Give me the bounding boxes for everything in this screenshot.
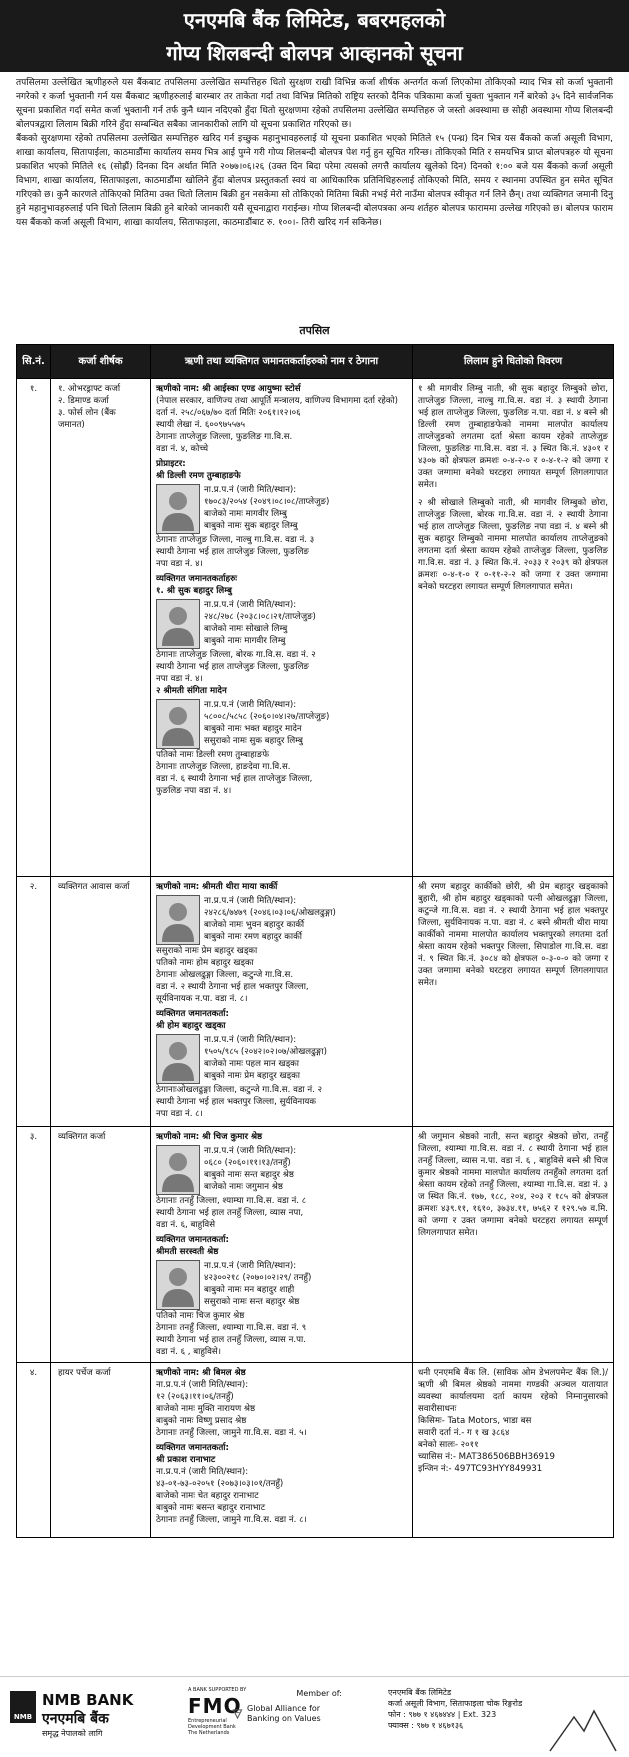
person-line: बाबुको नामः भक्त बहादुर मादेन (204, 724, 302, 734)
guarantor-name: श्रीमती सरस्वती श्रेष्ठ (156, 1247, 219, 1257)
guarantor-block (156, 699, 407, 749)
nmb-brand (10, 1691, 133, 1739)
row-borrower-details (151, 1363, 413, 1538)
person-line: ठेगानाः तनहुँ जिल्ला, जामुने गा.वि.स. वडा नं. ५। (156, 1428, 307, 1438)
security-line: च्यासिस नं:- MAT386506BBH36919 (418, 1452, 555, 1462)
person-line: ०६८० (२०६०।११।१३/तनहुँ) (204, 1158, 291, 1168)
person-line: स्थायी ठेगाना भई हाल तनहुँ जिल्ला, व्यास न.पा. (156, 1335, 306, 1345)
person-line: स्थायी ठेगाना भई हाल ताप्लेजुङ जिल्ला, फुङलिङ (156, 662, 309, 672)
schedule-heading: तपसिल (299, 324, 330, 337)
person-line: १२ (२०६३।११।०६/तनहुँ) (156, 1392, 234, 1402)
borrower-line: ठेगानाः ताप्लेजुङ जिल्ला, फुङलिङ गा.वि.स. (156, 432, 293, 442)
row-security-details (413, 379, 614, 877)
col-header-security: लिलाम हुने धितोको विवरण (413, 345, 614, 379)
person-line: बाजेको नामः चेत बहादुर रानाभाट (156, 1491, 259, 1501)
table-row (17, 379, 614, 877)
person-line: ना.प्र.प.नं (जारी मिति/स्थान): (204, 1035, 297, 1045)
person-line: बाबुको नामः सुक बहादुर लिम्बु (204, 521, 298, 531)
person-line: नपा वडा नं. ८। (156, 1109, 203, 1119)
row-security-details (413, 1127, 614, 1363)
guarantor-block (156, 1034, 407, 1084)
person-line: पतिको नामः चिज कुमार श्रेष्ठ (156, 1311, 245, 1321)
col-header-sn: सि.नं. (17, 345, 51, 379)
person-line: बाबुको नामः मागवीर लिम्बु (204, 636, 286, 646)
person-line: २४२८६/७४७९ (२०४६।०३।०६/ओखलढुङ्गा) (204, 908, 336, 918)
person-line: ४३-०१-७३-०२०५१ (२०७३।०३।०१/तनहुँ) (156, 1479, 284, 1489)
guarantor-name: २ श्रीमती संगिता मादेन (156, 686, 227, 696)
person-line: वडा नं. ६, बाहुविसे (156, 1220, 216, 1230)
proprietor-block (156, 484, 407, 534)
person-line: ठेगानाः तनहुँ जिल्ला, जामुने गा.वि.स. वडा नं. ८। (156, 1515, 307, 1525)
person-line: ना.प्र.प.नं (जारी मिति/स्थान): (204, 600, 297, 610)
table-header-row (17, 345, 614, 379)
person-line: स्थायी ठेगाना भई हाल भक्तपुर जिल्ला, सुर्यविनायक (156, 1097, 316, 1107)
guarantors-label: व्यक्तिगत जमानतकर्ता: (156, 1009, 229, 1019)
row-security-details (413, 1363, 614, 1538)
person-line: ना.प्र.प.नं (जारी मिति/स्थान): (204, 485, 297, 495)
person-photo-icon (156, 1145, 200, 1195)
loan-type: हायर पर्चेज कर्जा (58, 1368, 111, 1378)
notice-title-line1: एनएमबि बैंक लिमिटेड, बबरमहलको (183, 8, 446, 32)
person-line: नपा वडा नं. ४। (156, 559, 203, 569)
nmb-name-np: एनएमबि बैंक (42, 1711, 109, 1727)
row-loan-types (51, 1363, 151, 1538)
person-photo-icon (156, 599, 200, 649)
person-line: ना.प्र.प.नं (जारी मिति/स्थान): (204, 896, 297, 906)
borrower-name: ऋणीको नाम: श्री आईस्का एण्ड आयुष्मा स्टोर्स (156, 384, 301, 394)
fmo-logo: FMO (188, 1694, 242, 1718)
borrower-line: वडा नं. ४, कोच्चे (156, 444, 209, 454)
col-header-loan-type: कर्जा शीर्षक (51, 345, 151, 379)
row-loan-types (51, 379, 151, 877)
person-line: वडा नं. २ स्थायी ठेगाना भई हाल भक्तपुर जिल्ला, (156, 982, 309, 992)
gabv-membership (232, 1689, 350, 1724)
person-line: ना.प्र.प.नं (जारी मिति/स्थान): (204, 700, 297, 710)
person-line: ठेगानाः ताप्लेजुङ जिल्ला, नाल्बु गा.वि.स. वडा नं. ३ (156, 535, 315, 545)
contact-line: फोन : ९७७ १ ४६७४४४ | Ext. 323 (388, 1710, 497, 1719)
fmo-country: The Netherlands (188, 1730, 230, 1736)
fmo-supported-label: A BANK SUPPORTED BY (188, 1687, 247, 1693)
gabv-logo-icon (232, 1706, 243, 1722)
person-line: वडा नं. ६ , बाहुविसे। (156, 1347, 221, 1357)
person-line: स्थायी ठेगाना भई हाल ताप्लेजुङ जिल्ला, फुङलिङ (156, 547, 309, 557)
contact-line: फ्याक्स : ९७७ १ ४६७१३६ (388, 1721, 464, 1730)
borrower-block (156, 1145, 407, 1195)
person-line: सूर्यविनायक न.पा. वडा नं. ८। (156, 994, 248, 1004)
person-line: ठेगानाः ताप्लेजुङ जिल्ला, बोरक गा.वि.स. वडा नं. २ (156, 650, 316, 660)
notice-title-line2: गोप्य शिलबन्दी बोलपत्र आव्हानको सूचना (166, 41, 463, 65)
person-line: बाजेको नामः सोखाले लिम्बु (204, 624, 288, 634)
security-line: बनेको सालः- २०११ (418, 1440, 479, 1450)
contact-block (388, 1687, 563, 1731)
notice-header (0, 0, 629, 72)
borrower-line: दर्ता नं. २५८/०६७/७० दर्ता मितिः २०६१।१२।०६ (156, 408, 301, 418)
person-photo-icon (156, 1034, 200, 1084)
person-line: ठेगानाः ताप्लेजुङ जिल्ला, हाङदेवा गा.वि.स. (156, 762, 291, 772)
guarantor-name: श्री प्रकाश रानाभाट (156, 1455, 216, 1465)
person-line: ना.प्र.प.नं (जारी मिति/स्थान): (156, 1380, 249, 1390)
contact-line: एनएमबि बैंक लिमिटेड (388, 1688, 452, 1697)
person-line: बाजेको नामः मुक्ति नारायण श्रेष्ठ (156, 1404, 256, 1414)
person-line: बाबुको नामः मन बहादुर शाही (204, 1285, 295, 1295)
row-loan-types (51, 1127, 151, 1363)
person-line: ठेगानाः ओखलढुङ्गा जिल्ला, कटुन्जे गा.वि.स. (156, 970, 294, 980)
guarantor-block (156, 1260, 407, 1310)
person-line: बाबुको नामः विष्णु प्रसाद श्रेष्ठ (156, 1416, 247, 1426)
nmb-tagline: समृद्ध नेपालको लागि (42, 1729, 103, 1738)
borrower-line: (नेपाल सरकार, वाणिज्य तथा आपूर्ति मन्त्रालय, वाणिज्य विभागमा दर्ता रहेको) (156, 396, 398, 406)
person-line: ठेगानाः तनहुँ जिल्ला, श्याम्घा गा.वि.स. वडा नं. ८ (156, 1196, 307, 1206)
person-line: बाबुको नामः बसन्त बहादुर रानाभाट (156, 1503, 266, 1513)
person-line: वडा नं. ६ स्थायी ठेगाना भई हाल ताप्लेजुङ जिल्ला, (156, 774, 313, 784)
intro-paragraph-2: बैंकको सुरक्षणमा रहेको तपसिलमा उल्लेखित सम्पत्तिहरु खरिद गर्न इच्छुक महानुभावहरुलाई यो सूचना प्रकाशित भएको मितिले १५ (पन्ध्र) दिन भित्र यस बैंकको कर्जा असूली विभाग, शाखा कार्यालय, सितापाईला, काठमाडौंमा कार्यालय समय भित्र आई पुग्ने गरी गोप्य शिलबन्दी बोलपत्र पेश गर्नु हुन सूचित गरिन्छ। तोकिएको मिति र समयभित्र प्राप्त बोलपत्रहरु यो सूचना प्रकाशित भएको मितिले १६ (सोह्रौं) दिनका दिन अर्थात मिति २०७७।०६।२६ (उक्त दिन बिदा परेमा त्यसको लगत्तै कार्यालय खुलेको दिन) दिनको १:०० बजे यस बैंकको कर्जा असूली विभाग, शाखा कार्यालय, सिताफाइला, काठमाडौंमा खोलिने हुँदा बोलपत्र प्रस्तुतकर्ता स्वयं वा आधिकारिक प्रतिनिधिहरुलाई तोकिएको मिति, समय र स्थानमा उपस्थित हुन समेत सूचित गरिएको छ। कुनै कारणले तोकिएको मितिमा उक्त धितो लिलाम बिक्री हुन नसकेमा सो तोकिएको मितिमा बिक्री नभई मेरो नाउँमा बोलपत्र स्वीकृत गर्न लिने छैन्। तथा व्यक्तिगत जमानी दिनु हुने महानुभावहरुलाई पनि धितो लिलाम बिक्री हुने बारेको जानकारी यसै सूचनाद्वारा गराईन्छ। गोप्य शिलबन्दी बोलपत्रका अन्य शर्तहरु बोलपत्र फाराममा उल्लेख गरिएको छ। बोलपत्र फाराम यस बैंकको कर्जा असूली विभाग, शाखा कार्यालय, सिताफाइला, काठमाडौंबाट रु. १००।- तिरी खरिद गर्न सकिनेछ। (16, 134, 613, 228)
fmo-subtitle: Entrepreneurial Development Bank (188, 1718, 236, 1730)
table-row (17, 1127, 614, 1363)
proprietor-label: प्रोप्राइटर: (156, 459, 186, 469)
person-line: ना.प्र.प.नं (जारी मिति/स्थान): (156, 1467, 249, 1477)
row-sn: ३. (17, 1127, 51, 1363)
person-photo-icon (156, 895, 200, 945)
person-line: ना.प्र.प.नं (जारी मिति/स्थान): (204, 1146, 297, 1156)
person-line: बाजेको नामः जगुमान श्रेष्ठ (204, 1182, 283, 1192)
row-sn: १. (17, 379, 51, 877)
table-row (17, 877, 614, 1127)
guarantor-name: १. श्री सुक बहादुर लिम्बु (156, 586, 232, 596)
person-line: ठेगानाः तनहुँ जिल्ला, श्याम्घा गा.वि.स. वडा नं. ९ (156, 1323, 307, 1333)
person-photo-icon (156, 699, 200, 749)
person-line: स्थायी ठेगाना भई हाल तनहुँ जिल्ला, व्यास नपा, (156, 1208, 304, 1218)
person-line: ना.प्र.प.नं (जारी मिति/स्थान): (204, 1261, 297, 1271)
guarantors-label: व्यक्तिगत जमानतकर्ताहरुः (156, 574, 237, 584)
person-line: नपा वडा नं. ४। (156, 674, 203, 684)
person-line: बाजेको नामः भुवन बहादुर कार्की (204, 920, 305, 930)
loan-type: २. डिमाण्ड कर्जा (58, 396, 109, 406)
loan-type: १. ओभरड्राफ्ट कर्जा (58, 384, 121, 394)
security-paragraph: १ श्री मागवीर लिम्बु नाती, श्री सुक बहादुर लिम्बुको छोरा, ताप्लेजुङ जिल्ला, नाल्बु गा.वि.स. वडा नं. ३ स्थायी ठेगाना भई हाल ताप्लेजुङ जिल्ला, फुङलिङ न.पा. वडा नं. ४ बस्ने श्री डिल्ली रमण तुम्बाहाङफेको नाममा मालपोत कार्यालय ताप्लेजुङको लगतमा दर्ता श्रेस्ता कायम रहेको ताप्लेजुङ जिल्ला, फुङलिङ गा.वि.स. वडा नं. ३ स्थित कि.नं. ४३०१ र ४३०७ को क्षेत्रफल क्रमशः ०-४-२-० र ०-४-१-२ को जग्गा र उक्त जग्गामा बनेको घरटहरा लगायत सम्पूर्ण लिगलगापात समेत। (418, 384, 608, 490)
person-line: ५८००८/५८५८ (२०६०।०४।२७/ताप्लेजुङ) (204, 712, 330, 722)
person-line: बाबुको नामः सन्त बहादुर श्रेष्ठ (204, 1170, 294, 1180)
person-photo-icon (156, 1260, 200, 1310)
guarantors-label: व्यक्तिगत जमानतकर्ता: (156, 1235, 229, 1245)
person-line: पतिको नामः डिल्ली रमण तुम्बाहाङफे (156, 750, 269, 760)
mountain-logo-icon (548, 1707, 618, 1752)
proprietor-name: श्री डिल्ली रमण तुम्बाहाङफे (156, 471, 241, 481)
table-row (17, 1363, 614, 1538)
intro-paragraph-1: तपसिलमा उल्लेखित ऋणीहरुले यस बैंकबाट तपसिलमा उल्लेखित सम्पत्तिहरु धितो सुरक्षण राखी विभिन्न कर्जा शीर्षक अन्तर्गत कर्जा लिएकोमा तोकिएको म्याद भित्र सो कर्जा भुक्तानी नगरेको र कर्जा भुक्तानी गर्न यस बैंकबाट ऋणीहरुलाई बारम्बार तर ताकेता गर्दा तथा विभिन्न मितिको राष्ट्रिय स्तरको दैनिक पत्रिकामा कर्जा चुक्ता भुक्तान गर्ने बारेको ३५ दिने सार्वजनिक सूचना प्रकाशित गर्दा समेत कर्जा भुक्तानी गर्न तर्फ कुनै ध्यान नदिएको हुँदा धितो सुरक्षणमा रहेको तपसिलमा उल्लेखित सम्पत्तिहरु जे जस्तो अवस्थामा छ सोही अवस्थामा गोप्य शिलबन्दी बोलपत्रद्वारा लिलाम बिक्री गरिने हुँदा सम्बन्धित सबैका जानकारीको लागि यो सूचना प्रकाशित गरिएको छ। (16, 78, 613, 130)
guarantor-block (156, 599, 407, 649)
member-of-label: Member of: (296, 1689, 342, 1698)
gabv-name: Global Alliance for Banking on Values (247, 1704, 321, 1723)
borrower-line: स्थायी लेखा नं. ६००९७५५७५ (156, 420, 246, 430)
loan-type: व्यक्तिगत आवास कर्जा (58, 882, 130, 892)
col-header-borrower: ऋणी तथा व्यक्तिगत जमानतकर्ताहरुको नाम र ठेगाना (151, 345, 413, 379)
security-paragraph: श्री जगुमान श्रेष्ठको नाती, सन्त बहादुर श्रेष्ठको छोरा, तनहुँ जिल्ला, श्याम्घा गा.वि.स. वडा नं. ८ स्थायी ठेगाना भई हाल तनहुँ जिल्ला, व्यास न.पा. वडा नं. ६ , बाहुविसे बस्ने श्री चिज कुमार श्रेष्ठको नाममा मालपोत कार्यालय तनहुँको लगतमा दर्ता श्रेस्ता कायम रहेको तनहुँ जिल्ला, श्याम्घा गा.वि.स. वडा नं. ३ ज स्थित कि.नं. १७७, १८८, २०४, २०३ र १८५ को क्षेत्रफल क्रमशः ४३९.११, १६१०, ३७३४.११, ७५६२ र १२९.५७ व.मि. को जग्गा र उक्त जग्गामा बनेको घरटहरा लगायत सम्पूर्ण लिगलगापात समेत। (418, 1132, 608, 1238)
row-borrower-details (151, 1127, 413, 1363)
row-borrower-details (151, 877, 413, 1127)
person-line: ससुराको नामः सुक बहादुर लिम्बु (204, 736, 303, 746)
security-line: सवारी दर्ता नं.- ग १ ख ३८६४ (418, 1428, 510, 1438)
person-line: ठेगानाःओखलढुङ्गा जिल्ला, कटुन्जे गा.वि.स. वडा नं. २ (156, 1085, 323, 1095)
security-line: इन्जिन नं:- 497TC93HYY849931 (418, 1464, 543, 1474)
row-loan-types (51, 877, 151, 1127)
nmb-name-en: NMB BANK (42, 1691, 134, 1709)
person-line: १५०५/९८५ (२०४२।०२।०७/ओखलढुङ्गा) (204, 1047, 327, 1057)
person-line: पतिको नामः होम बहादुर खड्का (156, 958, 254, 968)
security-paragraph: श्री रमण बहादुर कार्कीको छोरी, श्री प्रेम बहादुर खड्काको बुहारी, श्री होम बहादुर खड्काको पत्नी ओखलढुङ्गा जिल्ला, कटुन्जे गा.वि.स. वडा नं. २ स्थायी ठेगाना भई हाल भक्तपुर जिल्ला, सुर्यविनायक न.पा. वडा नं. ८ बस्ने श्रीमती थीरा माया कार्कीको नाममा मालपोत कार्यालय भक्तपुरको लगतमा दर्ता श्रेस्ता कायम रहेको भक्तपुर जिल्ला, सिपाडोल गा.वि.स. वडा नं. ९ स्थित कि.नं. ३०८४ को क्षेत्रफल ०-३-०-० को जग्गा र उक्त जग्गामा बनेको घरटहरा लगायत सम्पूर्ण लिगलगापात समेत। (418, 882, 608, 988)
person-line: १७०८३/२०५४ (२०४९।०८।०८/ताप्लेजुङ) (204, 497, 330, 507)
person-line: बाजेको नामः मागवीर लिम्बु (204, 509, 287, 519)
person-line: ४२३००२१८ (२०७०।०२।२९/ तनहुँ) (204, 1273, 312, 1283)
borrower-name: ऋणीको नाम: श्रीमती थीरा माया कार्की (156, 882, 278, 892)
security-line: किसिमः- Tata Motors, भाडा बस (418, 1416, 532, 1426)
row-sn: ४. (17, 1363, 51, 1538)
person-photo-icon (156, 484, 200, 534)
row-security-details (413, 877, 614, 1127)
borrower-name: ऋणीको नाम: श्री बिमल श्रेष्ठ (156, 1368, 246, 1378)
row-sn: २. (17, 877, 51, 1127)
security-paragraph: २ श्री सोखाले लिम्बुको नाती, श्री मागवीर लिम्बुको छोरा, ताप्लेजुङ जिल्ला, बोरक गा.वि.स. वडा नं. २ स्थायी ठेगाना भई हाल ताप्लेजुङ जिल्ला, फुङलिङ नपा वडा नं. ४ बस्ने श्री सुक बहादुर लिम्बुको नाममा मालपोत कार्यालय ताप्लेजुङको लगतमा दर्ता श्रेस्ता कायम रहेको ताप्लेजुङ जिल्ला, फुङलिङ गा.वि.स. वडा नं. ३ स्थित कि.नं. २०३३ र २०३९ को क्षेत्रफल क्रमशः ०-४-१-० र ०-११-२-२ को जग्गा र उक्त जग्गामा बनेको घरटहरा लगायत सम्पूर्ण लिगलगापात समेत। (418, 498, 608, 592)
intro-text (16, 76, 613, 230)
person-line: फुङलिङ नपा वडा नं. ४। (156, 786, 232, 796)
guarantors-label: व्यक्तिगत जमानतकर्ता: (156, 1443, 229, 1453)
row-borrower-details (151, 379, 413, 877)
contact-line: कर्जा असूली विभाग, सिताफाइला चोक रिङ्गरोड (388, 1699, 523, 1708)
auction-table (16, 344, 614, 1538)
person-line: ससुराको नामः प्रेम बहादुर खड्का (156, 946, 258, 956)
borrower-name: ऋणीको नाम: श्री चिज कुमार श्रेष्ठ (156, 1132, 263, 1142)
nmb-logo-icon: NMB (10, 1691, 36, 1723)
person-line: २४८/२७८ (२०३८।०८।२१/ताप्लेजुङ) (204, 612, 316, 622)
notice-footer (0, 1676, 629, 1757)
security-line: धनी एनएमबि बैंक लि. (साविक ओम डेभलपमेन्ट बैंक लि.)/ऋणी श्री बिमल श्रेष्ठको नाममा गण्डकी अञ्चल यातायात व्यवस्था कार्यालयमा दर्ता कायम रहेको निम्नानुसारको सवारीसाधनः (418, 1368, 608, 1414)
loan-type: व्यक्तिगत कर्जा (58, 1132, 106, 1142)
person-line: बाबुको नामः प्रेम बहादुर खड्का (204, 1071, 300, 1081)
person-line: ससुराको नामः सन्त बहादुर श्रेष्ठ (204, 1297, 300, 1307)
person-line: बाबुको नामः रमण बहादुर कार्की (204, 932, 302, 942)
borrower-block (156, 895, 407, 945)
person-line: बाजेको नामः पहल मान खड्का (204, 1059, 299, 1069)
guarantor-name: श्री होम बहादुर खड्का (156, 1021, 226, 1031)
loan-type: ३. फोर्स लोन (बैंक जमानत) (58, 408, 116, 430)
